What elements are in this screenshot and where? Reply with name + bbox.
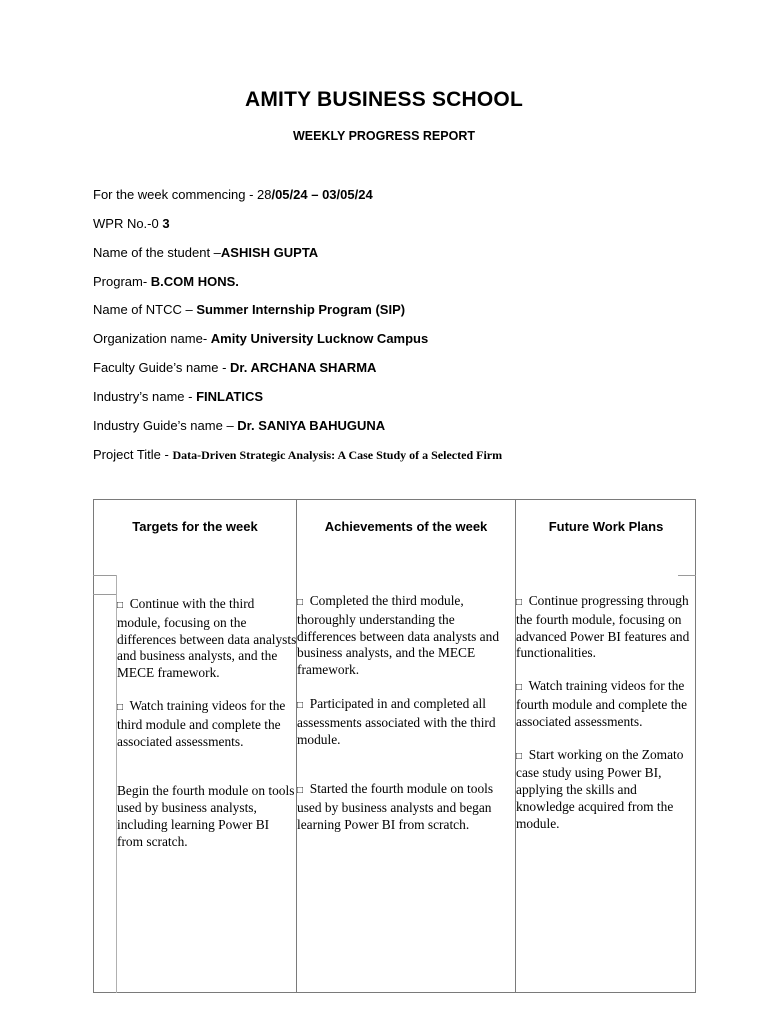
checkbox-bullet-icon: □	[117, 701, 124, 713]
faculty-guide-label: Faculty Guide’s name -	[93, 360, 231, 375]
row-divider	[678, 575, 696, 576]
industry-value: FINLATICS	[196, 389, 264, 404]
program-value: B.COM HONS.	[150, 274, 239, 289]
future-plan-text: Start working on the Zomato case study using Power BI, applying the skills and knowledge acquired from the module.	[516, 746, 684, 831]
checkbox-bullet-icon: □	[297, 699, 304, 711]
checkbox-bullet-icon: □	[297, 785, 304, 797]
industry-guide-label: Industry Guide’s name –	[93, 418, 238, 433]
faculty-guide-value: Dr. ARCHANA SHARMA	[230, 360, 377, 375]
list-item	[117, 698, 297, 750]
wpr-value: 3	[162, 216, 170, 231]
week-label: For the week commencing - 28	[93, 187, 272, 202]
row-divider	[93, 575, 116, 576]
student-label: Name of the student –	[93, 245, 221, 260]
program-label: Program-	[93, 274, 151, 289]
row-divider	[93, 594, 116, 595]
target-text: Begin the fourth module on tools used by business analysts, including learning Power BI from scratch.	[117, 783, 295, 849]
program-line	[93, 274, 239, 289]
checkbox-bullet-icon: □	[516, 682, 523, 694]
student-value: ASHISH GUPTA	[220, 245, 319, 260]
student-line	[93, 245, 318, 260]
list-item	[117, 783, 297, 850]
industry-line	[93, 389, 263, 404]
list-item	[297, 781, 515, 833]
list-item	[117, 596, 297, 682]
achievements-cell	[297, 593, 515, 834]
future-plans-cell	[516, 593, 696, 833]
organization-line	[93, 331, 428, 346]
achievement-text: Started the fourth module on tools used by business analysts and began learning Power BI from scratch.	[297, 781, 494, 832]
header-future-plans: Future Work Plans	[548, 519, 664, 534]
checkbox-bullet-icon: □	[297, 597, 304, 608]
list-item	[297, 696, 515, 748]
list-item	[516, 678, 696, 730]
report-subtitle: WEEKLY PROGRESS REPORT	[293, 129, 475, 143]
industry-label: Industry’s name -	[93, 389, 197, 404]
targets-cell	[117, 596, 297, 851]
organization-value: Amity University Lucknow Campus	[210, 331, 429, 346]
header-achievements: Achievements of the week	[324, 519, 488, 534]
project-title-line	[93, 447, 502, 463]
industry-guide-value: Dr. SANIYA BAHUGUNA	[237, 418, 386, 433]
ntcc-line	[93, 302, 405, 317]
industry-guide-line	[93, 418, 385, 433]
list-item	[516, 747, 696, 833]
week-value: /05/24 – 03/05/24	[271, 187, 373, 202]
project-title-label: Project Title -	[93, 447, 173, 462]
header-targets: Targets for the week	[132, 519, 258, 534]
checkbox-bullet-icon: □	[516, 750, 523, 762]
future-plan-text: Watch training videos for the fourth module and complete the associated assessments.	[516, 678, 688, 729]
faculty-guide-line	[93, 360, 376, 375]
checkbox-bullet-icon: □	[117, 600, 124, 611]
wpr-line	[93, 216, 170, 231]
target-text: Continue with the third module, focusing on the differences between data analysts and business analysts, and the MECE framework.	[117, 596, 297, 681]
target-text: Watch training videos for the third module and complete the associated assessments.	[117, 697, 286, 749]
achievement-text: Completed the third module, thoroughly understanding the differences between data analysts and business analysts, and the MECE framework.	[297, 593, 500, 678]
wpr-label: WPR No.-0	[93, 216, 163, 231]
week-line	[93, 187, 373, 202]
ntcc-label: Name of NTCC –	[93, 302, 197, 317]
list-item	[516, 593, 696, 662]
list-item	[297, 593, 515, 679]
organization-label: Organization name-	[93, 331, 211, 346]
achievement-text: Participated in and completed all assessments associated with the third module.	[297, 695, 496, 747]
school-title: AMITY BUSINESS SCHOOL	[244, 88, 523, 111]
project-title-value: Data-Driven Strategic Analysis: A Case Study of a Selected Firm	[172, 448, 503, 462]
ntcc-value: Summer Internship Program (SIP)	[196, 302, 406, 317]
checkbox-bullet-icon: □	[516, 597, 523, 608]
future-plan-text: Continue progressing through the fourth module, focusing on advanced Power BI features and functionalities.	[516, 593, 690, 661]
